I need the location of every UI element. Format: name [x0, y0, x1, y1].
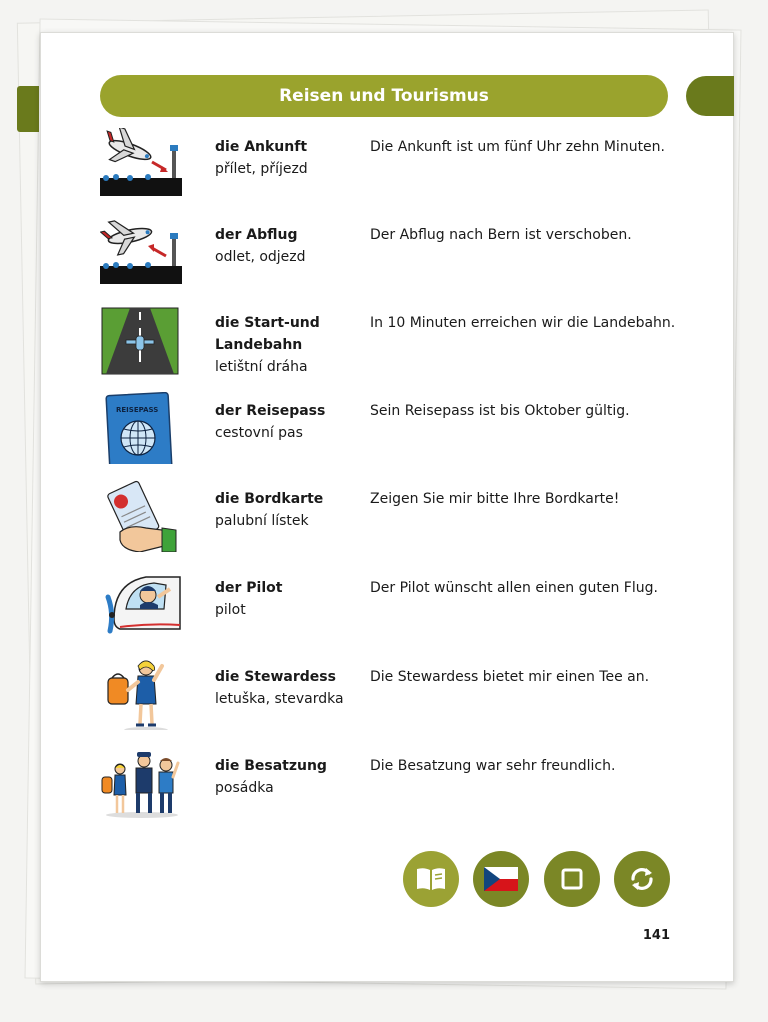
plane-takeoff-icon [100, 216, 182, 288]
word-czech: letištní dráha [215, 359, 308, 375]
crew-icon [100, 747, 182, 819]
language-czech-button[interactable] [473, 851, 529, 907]
word-czech: přílet, příjezd [215, 161, 308, 177]
book-button[interactable] [403, 851, 459, 907]
book-icon [414, 864, 448, 894]
word-german: der Pilot [215, 580, 283, 596]
example-sentence: Die Stewardess bietet mir einen Tee an. [370, 669, 650, 685]
vocab-entry-stewardess[interactable] [0, 658, 768, 738]
example-sentence: Der Pilot wünscht allen einen guten Flug. [370, 580, 658, 596]
repeat-button[interactable] [614, 851, 670, 907]
czech-flag-icon [484, 867, 518, 891]
word-czech: palubní lístek [215, 513, 309, 529]
vocab-entry-reisepass[interactable] [0, 392, 768, 472]
vocab-entry-besatzung[interactable] [0, 747, 768, 827]
vocab-entry-landebahn[interactable] [0, 304, 768, 384]
stop-button[interactable] [544, 851, 600, 907]
vocab-entry-bordkarte[interactable] [0, 480, 768, 560]
stewardess-icon [100, 658, 182, 730]
plane-landing-icon [100, 128, 182, 200]
boarding-pass-icon [100, 480, 182, 552]
pilot-icon [100, 569, 182, 641]
section-title: Reisen und Tourismus [279, 86, 489, 106]
example-sentence: Sein Reisepass ist bis Oktober gültig. [370, 403, 630, 419]
word-german: der Abflug [215, 227, 298, 243]
word-czech: odlet, odjezd [215, 249, 306, 265]
passport-icon [100, 392, 182, 464]
repeat-icon [626, 863, 658, 895]
word-czech: pilot [215, 602, 246, 618]
word-german: die Bordkarte [215, 491, 324, 507]
word-czech: cestovní pas [215, 425, 303, 441]
svg-text:REISEPASS: REISEPASS [116, 406, 159, 414]
page-number: 141 [642, 928, 670, 943]
example-sentence: Zeigen Sie mir bitte Ihre Bordkarte! [370, 491, 620, 507]
example-sentence: Die Ankunft ist um fünf Uhr zehn Minuten. [370, 139, 665, 155]
vocab-entry-ankunft[interactable] [0, 128, 768, 208]
right-chapter-tab[interactable] [686, 76, 734, 116]
vocab-entry-abflug[interactable] [0, 216, 768, 296]
word-german: die Start-und Landebahn [215, 315, 320, 353]
section-title-banner [100, 75, 668, 117]
word-czech: letuška, stevardka [215, 691, 344, 707]
runway-icon [100, 304, 182, 376]
word-german: die Besatzung [215, 758, 327, 774]
word-german: die Ankunft [215, 139, 308, 155]
example-sentence: Der Abflug nach Bern ist verschoben. [370, 227, 632, 243]
word-czech: posádka [215, 780, 274, 796]
vocab-entry-pilot[interactable] [0, 569, 768, 649]
stop-icon [559, 866, 585, 892]
word-german: der Reisepass [215, 403, 326, 419]
left-bookmark-tab [17, 86, 39, 132]
example-sentence: In 10 Minuten erreichen wir die Landebahn. [370, 315, 676, 331]
example-sentence: Die Besatzung war sehr freundlich. [370, 758, 616, 774]
word-german: die Stewardess [215, 669, 336, 685]
